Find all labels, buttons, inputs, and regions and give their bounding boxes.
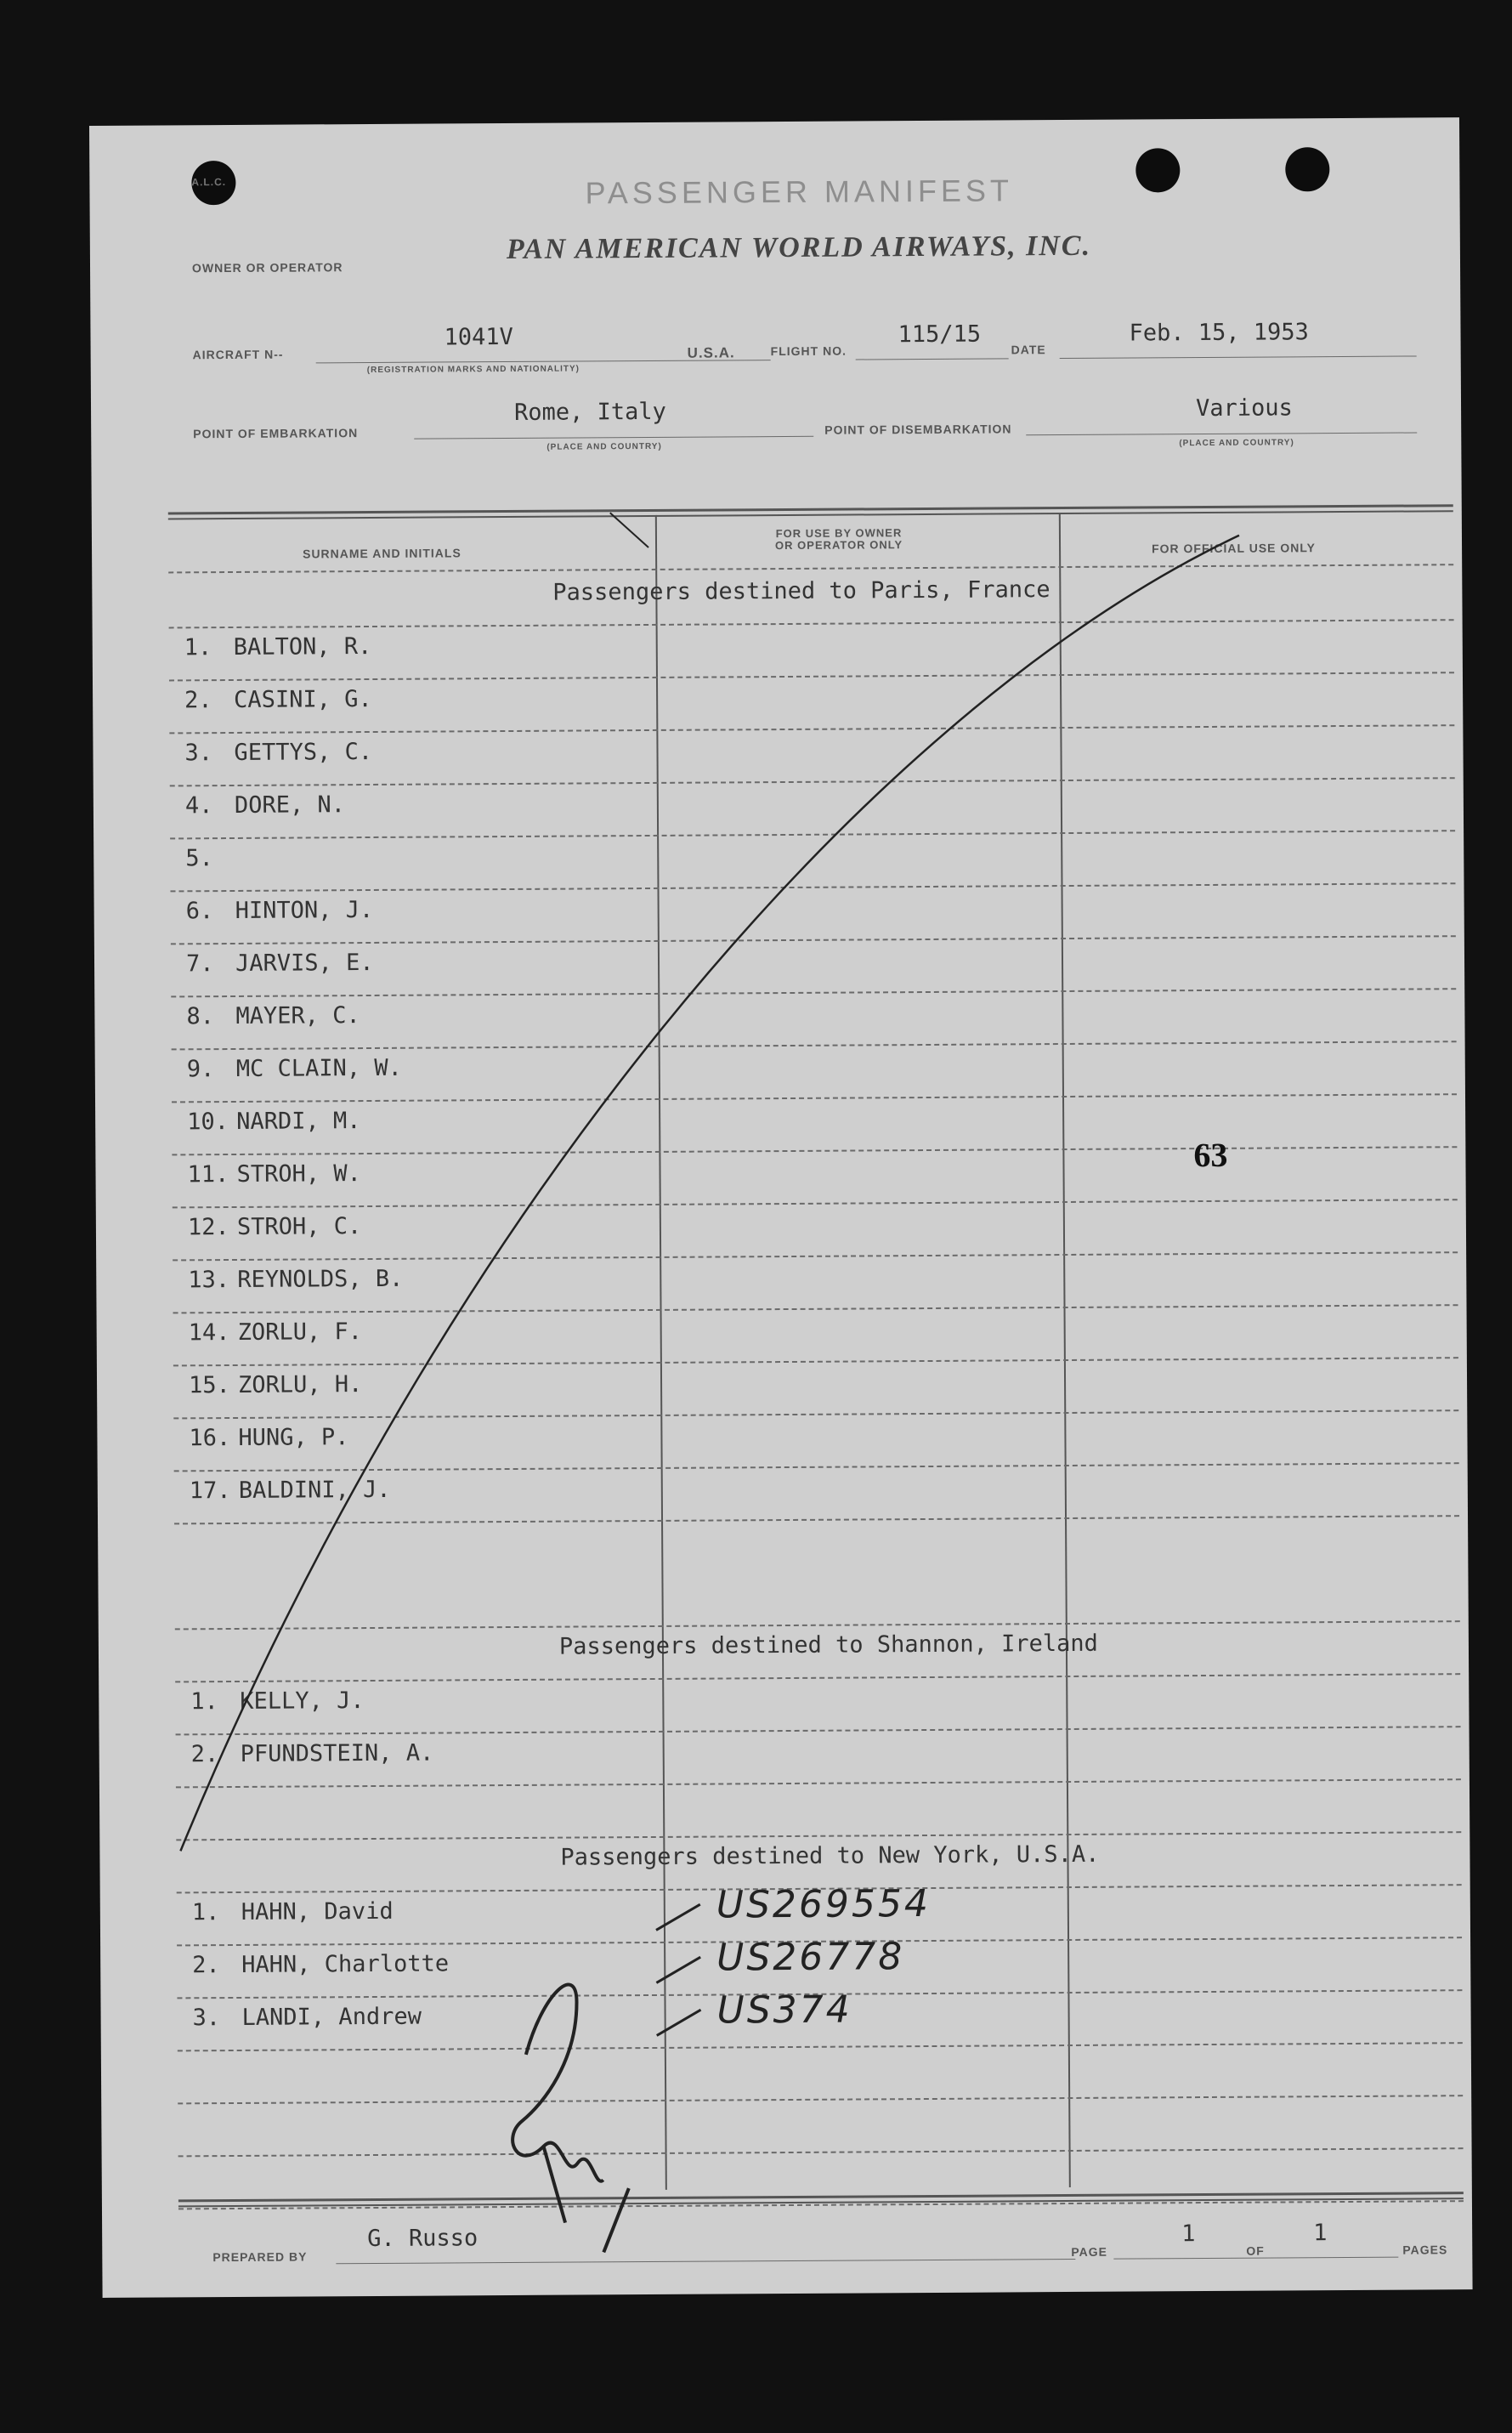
passenger-name: GETTYS, C. (234, 738, 373, 766)
airline-name: PAN AMERICAN WORLD AIRWAYS, INC. (506, 230, 1092, 266)
disembarkation-sub: (PLACE AND COUNTRY) (1179, 438, 1294, 449)
row-number: 2. (184, 687, 212, 714)
handwritten-passport-number: US374 (716, 1988, 852, 2033)
row-number: 14. (188, 1319, 230, 1347)
destination-heading: Passengers destined to Shannon, Ireland (558, 1630, 1098, 1660)
passenger-name: HINTON, J. (235, 896, 374, 924)
row-number: 17. (189, 1477, 231, 1505)
row-number: 6. (185, 898, 214, 925)
passenger-name: ZORLU, H. (237, 1371, 363, 1398)
date-value: Feb. 15, 1953 (1129, 319, 1309, 347)
signature (512, 1984, 629, 2253)
row-number: 9. (186, 1056, 215, 1083)
row-number: 2. (192, 1952, 220, 1979)
row-number: 4. (184, 792, 213, 820)
row-number: 11. (187, 1161, 229, 1188)
col-official-header: FOR OFFICIAL USE ONLY (1152, 541, 1317, 556)
passenger-name: KELLY, J. (240, 1687, 365, 1715)
row-number: 1. (190, 1688, 218, 1716)
flight-label: FLIGHT NO. (770, 343, 847, 359)
row-number: 15. (188, 1372, 230, 1399)
passenger-name: MC CLAIN, W. (235, 1054, 402, 1082)
passenger-name: HAHN, Charlotte (241, 1950, 450, 1978)
page-label: PAGE (1071, 2244, 1107, 2259)
disembarkation-value: Various (1195, 394, 1293, 423)
row-number: 1. (184, 634, 212, 661)
embarkation-value: Rome, Italy (513, 398, 666, 426)
usa-label: U.S.A. (687, 344, 735, 361)
embarkation-label: POINT OF EMBARKATION (193, 426, 359, 441)
passenger-name: PFUNDSTEIN, A. (240, 1739, 434, 1767)
prepared-label: PREPARED BY (212, 2249, 308, 2265)
official-stamp: 63 (1193, 1135, 1228, 1175)
disembarkation-label: POINT OF DISEMBARKATION (824, 422, 1012, 437)
of-label: OF (1246, 2243, 1265, 2258)
handwritten-passport-number: US269554 (716, 1881, 932, 1927)
row-number: 5. (185, 845, 213, 872)
prepared-value: G. Russo (367, 2225, 479, 2253)
row-number: 1. (191, 1899, 220, 1926)
row-number: 7. (185, 950, 214, 978)
owner-label: OWNER OR OPERATOR (191, 260, 343, 275)
aircraft-value: 1041V (444, 323, 513, 351)
embarkation-sub: (PLACE AND COUNTRY) (546, 441, 662, 452)
handwritten-passport-number: US26778 (716, 1935, 905, 1980)
date-label: DATE (1011, 343, 1046, 357)
passenger-name: BALDINI, J. (238, 1476, 391, 1504)
passenger-name: HAHN, David (241, 1897, 394, 1925)
destination-heading: Passengers destined to Paris, France (552, 576, 1050, 606)
row-number: 16. (189, 1425, 231, 1452)
passenger-name: ZORLU, F. (237, 1319, 363, 1346)
pages-value: 1 (1313, 2220, 1328, 2247)
pages-label: PAGES (1402, 2243, 1448, 2257)
manifest-sheet (89, 117, 1473, 2298)
passenger-name: DORE, N. (234, 791, 346, 819)
row-number: 10. (187, 1109, 229, 1136)
row-number: 2. (190, 1741, 219, 1768)
passenger-name: HUNG, P. (238, 1424, 349, 1451)
passenger-name: LANDI, Andrew (241, 2003, 422, 2031)
passenger-name: CASINI, G. (234, 685, 372, 713)
destination-heading: Passengers destined to New York, U.S.A. (560, 1840, 1100, 1871)
passenger-name: STROH, W. (236, 1160, 361, 1188)
row-number: 13. (188, 1267, 230, 1294)
col-names-header: SURNAME AND INITIALS (303, 546, 462, 561)
check-mark (610, 513, 648, 547)
col-owner-header: FOR USE BY OWNER OR OPERATOR ONLY (774, 526, 903, 553)
row-number: 3. (184, 740, 213, 767)
diagonal-cancel-stroke (173, 536, 1247, 1852)
passenger-name: NARDI, M. (236, 1108, 361, 1135)
passenger-name: BALTON, R. (233, 632, 372, 661)
passenger-name: REYNOLDS, B. (237, 1265, 404, 1293)
handwritten-marks (89, 117, 1473, 2298)
row-number: 8. (186, 1003, 215, 1030)
row-number: 3. (192, 2005, 221, 2032)
passenger-name: STROH, C. (236, 1213, 362, 1240)
page-value: 1 (1181, 2220, 1196, 2248)
form-title: PASSENGER MANIFEST (585, 173, 1014, 211)
aircraft-label: AIRCRAFT N-- (192, 347, 284, 362)
corner-stamp: A.L.C. (191, 176, 227, 189)
aircraft-sub: (REGISTRATION MARKS AND NATIONALITY) (366, 364, 580, 376)
passenger-name: MAYER, C. (235, 1002, 360, 1029)
row-number: 12. (187, 1214, 229, 1241)
passenger-name: JARVIS, E. (235, 949, 374, 977)
flight-value: 115/15 (898, 320, 982, 349)
